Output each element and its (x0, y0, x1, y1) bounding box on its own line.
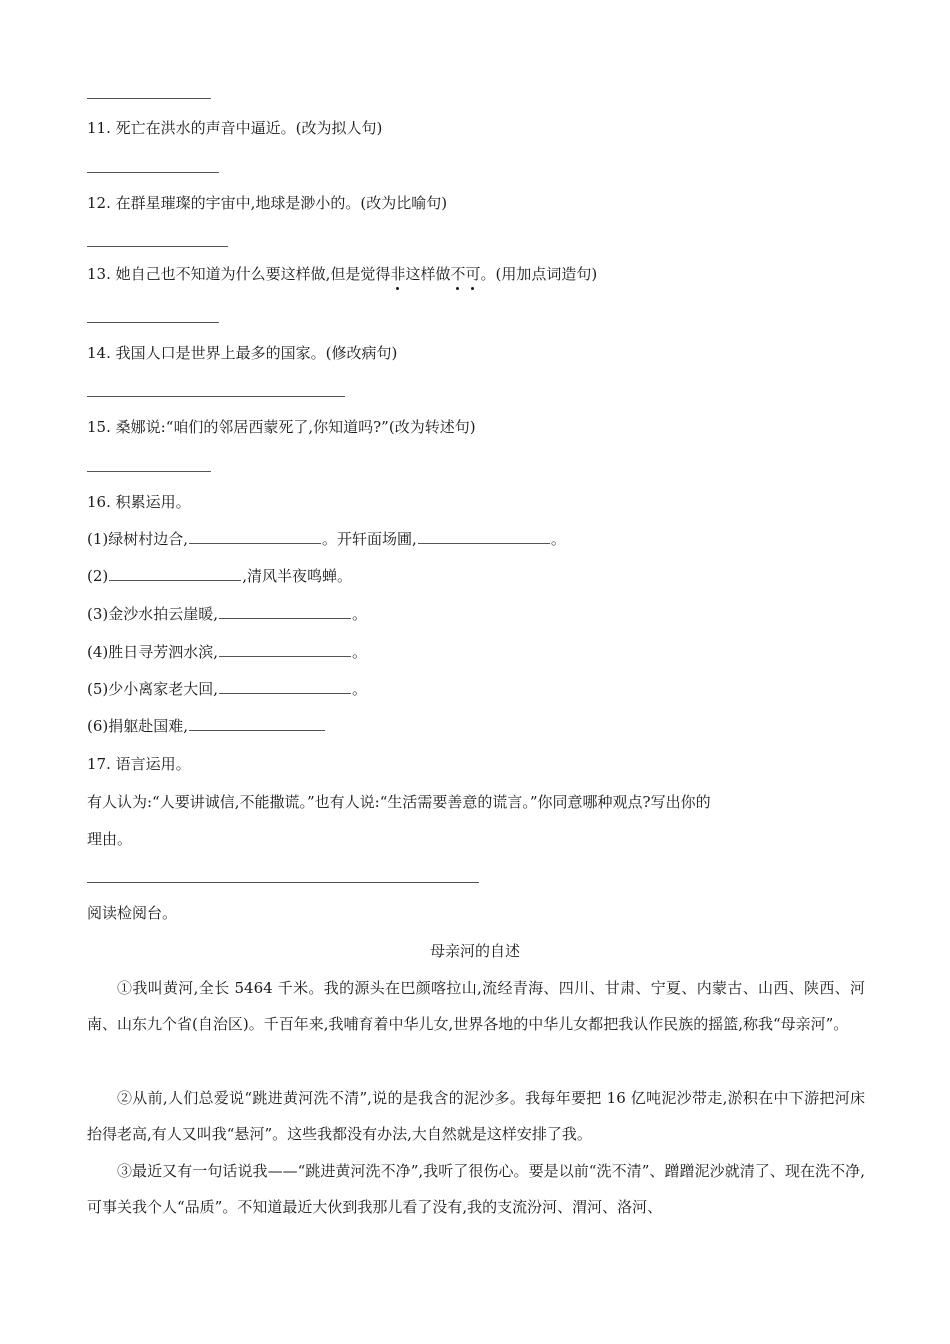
answer-line (87, 396, 345, 397)
fill-blank[interactable] (219, 679, 351, 694)
dotted-char: 不 (450, 265, 466, 283)
article-paragraph-3: ③最近又有一句话说我——“跳进黄河洗不净”,我听了很伤心。要是以前“洗不清”、蹭蹭泥沙就清了、现在洗不净,可事关我个人“品质”。不知道最近大伙到我那儿看了没有,我的支流汾河、渭河、洛河、 (87, 1162, 865, 1216)
question-17-prompt: 有人认为:“人要讲诚信,不能撒谎。”也有人说:“生活需要善意的谎言。”你同意哪种观点?写出你的 (87, 793, 711, 811)
question-12: 12. 在群星璀璨的宇宙中,地球是渺小的。(改为比喻句) (87, 194, 448, 212)
question-15: 15. 桑娜说:“咱们的邻居西蒙死了,你知道吗?”(改为转述句) (87, 418, 476, 436)
answer-line (87, 172, 219, 173)
fill-blank[interactable] (109, 566, 241, 581)
fill-blank[interactable] (219, 604, 351, 619)
question-16: 16. 积累运用。 (87, 493, 191, 511)
answer-line (87, 882, 479, 883)
poem-item-1: (1)绿树村边合, 。开轩面场圃, 。 (87, 530, 566, 548)
article-paragraph-2: ②从前,人们总爱说“跳进黄河洗不清”,说的是我含的泥沙多。我每年要把 16 亿吨泥沙带走,淤积在中下游把河床抬得老高,有人又叫我“悬河”。这些我都没有办法,大自然就是这样安排了我。 (87, 1089, 865, 1143)
question-17-prompt-cont: 理由。 (87, 830, 133, 848)
fill-blank[interactable] (189, 716, 325, 731)
answer-line (87, 246, 228, 247)
poem-item-3: (3)金沙水拍云崖暖, 。 (87, 605, 368, 623)
article-title: 母亲河的自述 (429, 942, 520, 960)
answer-line (87, 98, 211, 99)
question-17: 17. 语言运用。 (87, 755, 191, 773)
dotted-char: 可 (465, 265, 481, 283)
fill-blank[interactable] (189, 529, 321, 544)
dotted-char: 非 (390, 265, 406, 283)
fill-blank[interactable] (219, 642, 351, 657)
fill-blank[interactable] (418, 529, 550, 544)
article-paragraph-1: ①我叫黄河,全长 5464 千米。我的源头在巴颜喀拉山,流经青海、四川、甘肃、宁夏、内蒙古、山西、陕西、河南、山东九个省(自治区)。千百年来,我哺育着中华儿女,世界各地的中华儿女都把我认作民族的摇篮,称我“母亲河”。 (87, 979, 865, 1033)
answer-line (87, 322, 219, 323)
answer-line (87, 471, 211, 472)
reading-section-title: 阅读检阅台。 (87, 904, 178, 922)
question-13: 13. 她自己也不知道为什么要这样做,但是觉得非这样做不可。(用加点词造句) (87, 265, 598, 283)
poem-item-6: (6)捐躯赴国难, (87, 716, 326, 736)
poem-item-2: (2) ,清风半夜鸣蝉。 (87, 567, 353, 585)
poem-item-4: (4)胜日寻芳泗水滨, 。 (87, 643, 368, 661)
question-11: 11. 死亡在洪水的声音中逼近。(改为拟人句) (87, 119, 383, 137)
question-14: 14. 我国人口是世界上最多的国家。(修改病句) (87, 344, 398, 362)
poem-item-5: (5)少小离家老大回, 。 (87, 680, 368, 698)
